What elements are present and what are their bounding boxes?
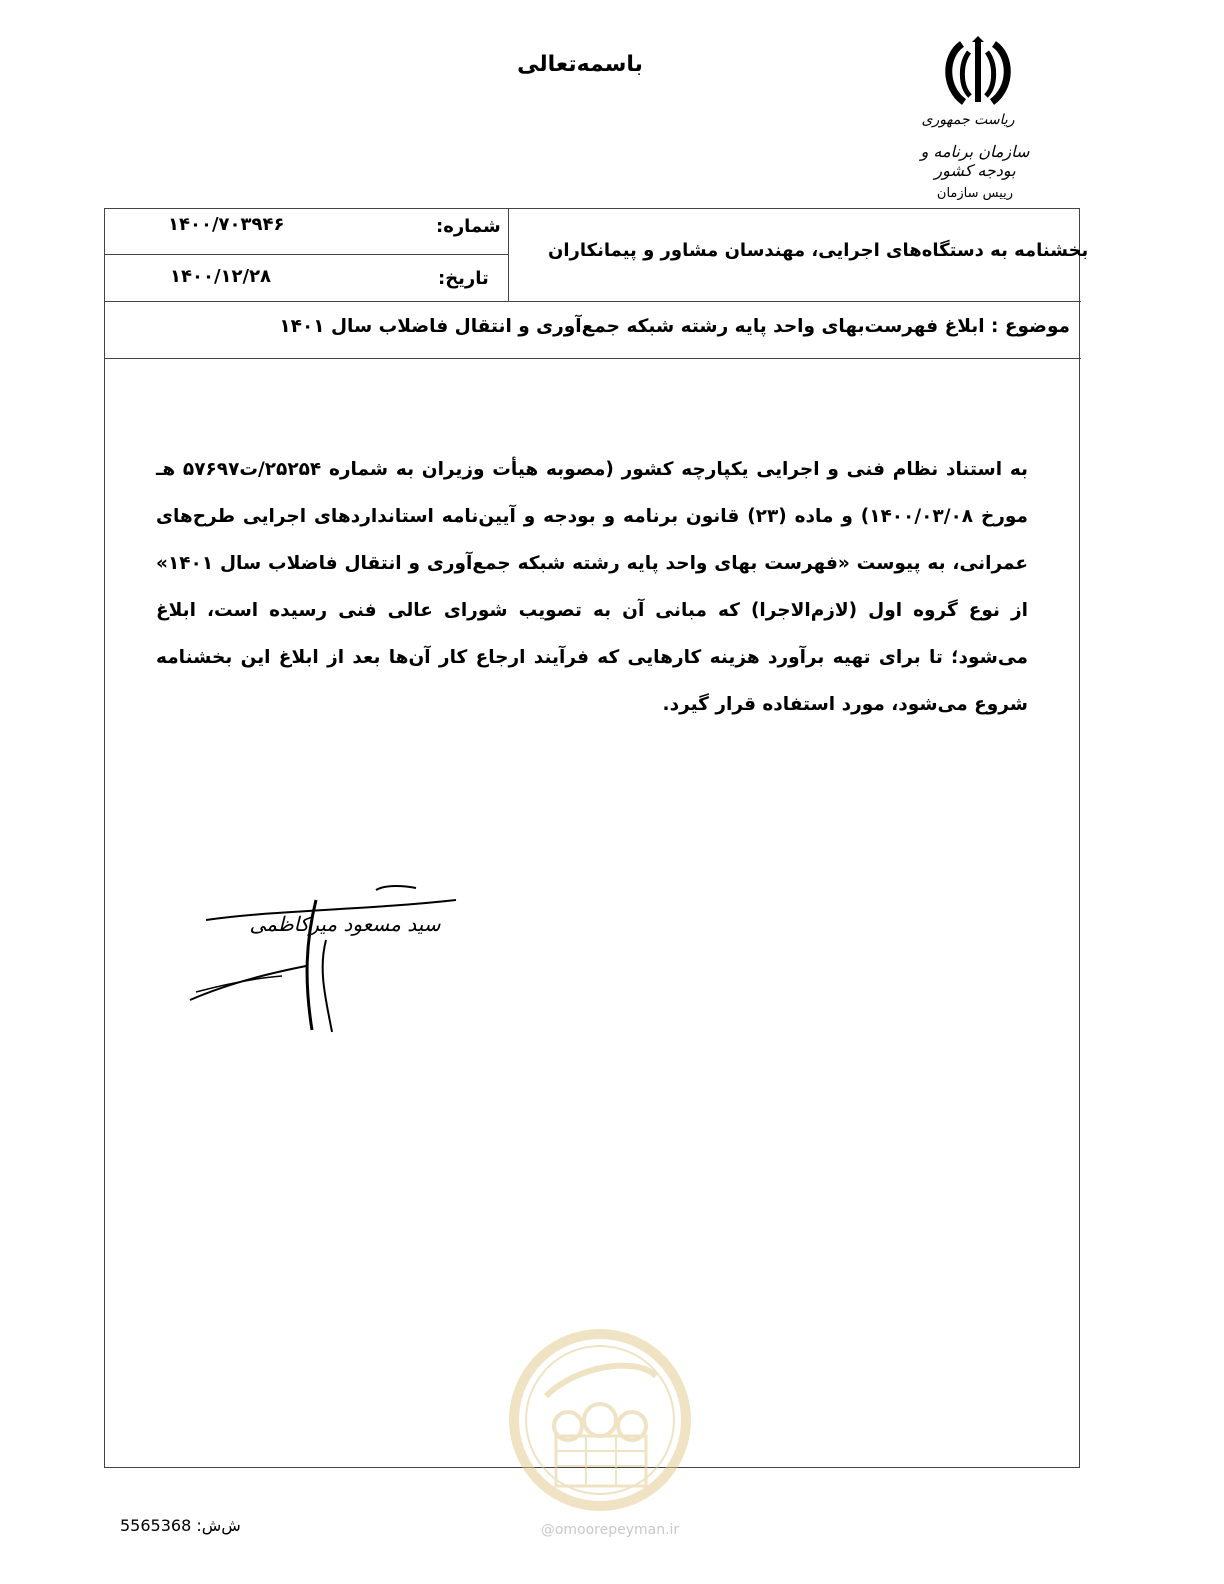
recipients-text: بخشنامه به دستگاه‌های اجرایی، مهندسان مشاور و پیمانکاران bbox=[548, 240, 1089, 261]
signatory-name: سید مسعود میرکاظمی bbox=[249, 912, 441, 936]
date-value: ۱۴۰۰/۱۲/۲۸ bbox=[170, 266, 272, 287]
page-heading: باسمه‌تعالی bbox=[517, 52, 643, 77]
number-label: شماره: bbox=[436, 216, 501, 237]
footer-reference bbox=[120, 1516, 280, 1535]
signature-scribble bbox=[186, 880, 466, 1040]
letter-frame bbox=[104, 208, 1080, 1468]
meta-divider bbox=[105, 254, 508, 255]
date-label: تاریخ: bbox=[438, 268, 489, 289]
iran-emblem-icon bbox=[938, 36, 1018, 112]
subject-divider-bottom bbox=[105, 358, 1081, 359]
letter-body: به استناد نظام فنی و اجرایی یکپارچه کشور (مصوبه هیأت وزیران به شماره ۲۵۲۵۴/ت۵۷۶۹۷ هـ مورخ ۱۴۰۰/۰۳/۰۸) و ماده (۲۳) قانون برنامه و بودجه و آیین‌نامه استانداردهای اجرایی طرح‌های عمرانی، به پیوست «فهرست بهای واحد پایه رشته شبکه جمع‌آوری و انتقال فاضلاب سال ۱۴۰۱» از نوع گروه اول (لازم‌الاجرا) که مبانی آن به تصویب شورای عالی فنی رسیده است، ابلاغ می‌شود؛ تا برای تهیه برآورد هزینه کارهایی که فرآیند ارجاع کار آن‌ها بعد از ابلاغ این بخشنامه شروع می‌شود، مورد استفاده قرار گیرد. bbox=[156, 459, 1028, 715]
omoorepeyman-seal-icon bbox=[506, 1326, 694, 1514]
org-role-label: رییس سازمان bbox=[936, 186, 1014, 201]
subject-text: موضوع : ابلاغ فهرست‌بهای واحد پایه رشته شبکه جمع‌آوری و انتقال فاضلاب سال ۱۴۰۱ bbox=[279, 316, 1070, 337]
org-presidency-label: ریاست جمهوری bbox=[921, 112, 1015, 128]
footer-website: @omoorepeyman.ir bbox=[540, 1522, 680, 1538]
footer-ref-value: 5565368 bbox=[120, 1516, 192, 1535]
subject-divider-top bbox=[105, 301, 1081, 302]
meta-column-divider bbox=[508, 209, 509, 301]
number-value: ۱۴۰۰/۷۰۳۹۴۶ bbox=[168, 214, 285, 235]
footer-ref-label: ش‌ش: bbox=[196, 1516, 241, 1535]
org-name-label: سازمان برنامه و بودجه کشور bbox=[920, 142, 1030, 180]
